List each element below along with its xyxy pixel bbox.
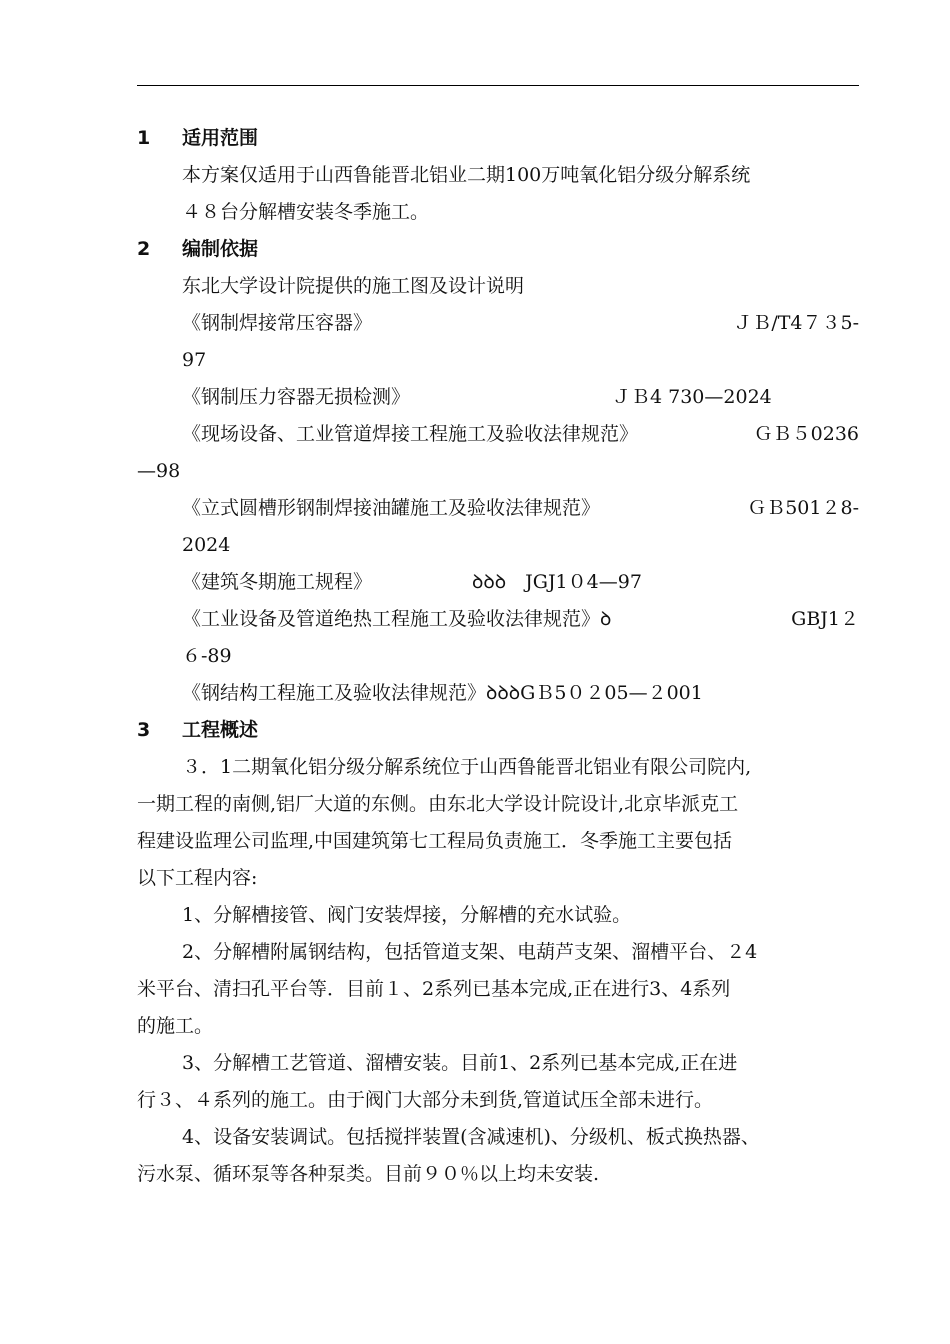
reference-code-continuation: 97 <box>182 349 207 371</box>
paragraph-line: 的施工。 <box>137 1015 214 1037</box>
paragraph-line: 2、分解槽附属钢结构，包括管道支架、电葫芦支架、溜槽平台、２4 <box>182 941 758 963</box>
section-number: 1 <box>137 127 151 149</box>
reference-code: GBJ1２ <box>791 608 859 630</box>
reference-name: 《钢制焊接常压容器》 <box>182 312 373 334</box>
paragraph-line: 以下工程内容: <box>137 867 258 889</box>
section-number: 2 <box>137 238 151 260</box>
paragraph-line: 一期工程的南侧,铝厂大道的东侧。由东北大学设计院设计,北京毕派克工 <box>137 793 739 815</box>
reference-code: ꝺꝺꝺ JGJ1０4—97 <box>472 571 642 593</box>
reference-name: 《建筑冬期施工规程》 <box>182 571 373 593</box>
reference-code: ＪＢ/T4７３5- <box>733 312 859 334</box>
paragraph-line: 4、设备安装调试。包括搅拌装置(含减速机)、分级机、板式换热器、 <box>182 1126 760 1148</box>
paragraph-line: 1、分解槽接管、阀门安装焊接，分解槽的充水试验。 <box>182 904 632 926</box>
paragraph-line: 3、分解槽工艺管道、溜槽安装。目前1、2系列已基本完成,正在进 <box>182 1052 738 1074</box>
reference-name: 《工业设备及管道绝热工程施工及验收法律规范》ꝺ <box>182 608 612 630</box>
section-title: 编制依据 <box>182 238 259 260</box>
section-heading-3 <box>137 712 859 749</box>
section-title: 适用范围 <box>182 127 259 149</box>
header-rule <box>137 85 859 86</box>
reference-name: 《立式圆槽形钢制焊接油罐施工及验收法律规范》 <box>182 497 601 519</box>
section-heading-1 <box>137 120 859 157</box>
section-heading-2 <box>137 231 859 268</box>
reference-item <box>137 305 859 342</box>
reference-item <box>137 601 859 638</box>
body-line: 本方案仅适用于山西鲁能晋北铝业二期100万吨氧化铝分级分解系统 <box>182 164 751 186</box>
body-line: ４８台分解槽安装冬季施工。 <box>182 201 430 223</box>
reference-name: 《现场设备、工业管道焊接工程施工及验收法律规范》 <box>182 423 639 445</box>
section-title: 工程概述 <box>182 719 259 741</box>
paragraph-line: ３．1二期氧化铝分级分解系统位于山西鲁能晋北铝业有限公司院内, <box>182 756 752 778</box>
reference-name: 《钢结构工程施工及验收法律规范》ꝺꝺꝺGＢ5０２05—２001 <box>182 682 703 704</box>
reference-item <box>137 490 859 527</box>
paragraph-line: 米平台、清扫孔平台等．目前１、2系列已基本完成,正在进行3、4系列 <box>137 978 731 1000</box>
reference-code: ＧＢ５0236 <box>753 423 859 445</box>
section-number: 3 <box>137 719 151 741</box>
paragraph-line: 行３、４系列的施工。由于阀门大部分未到货,管道试压全部未进行。 <box>137 1089 714 1111</box>
document-body <box>137 120 859 1193</box>
reference-item <box>137 675 859 712</box>
reference-intro: 东北大学设计院提供的施工图及设计说明 <box>182 275 525 297</box>
reference-item <box>137 379 859 416</box>
reference-code-continuation: —98 <box>137 460 181 482</box>
paragraph-line: 程建设监理公司监理,中国建筑第七工程局负责施工．冬季施工主要包括 <box>137 830 733 852</box>
reference-item <box>137 416 859 453</box>
reference-code: ＪＢ4 730—2024 <box>612 386 772 408</box>
reference-code-continuation: ６-89 <box>182 645 232 667</box>
reference-code-continuation: 2024 <box>182 534 231 556</box>
reference-name: 《钢制压力容器无损检测》 <box>182 386 411 408</box>
paragraph-line: 污水泵、循环泵等各种泵类。目前９０％以上均未安装. <box>137 1163 600 1185</box>
reference-item <box>137 564 859 601</box>
reference-code: ＧＢ501２8- <box>747 497 859 519</box>
